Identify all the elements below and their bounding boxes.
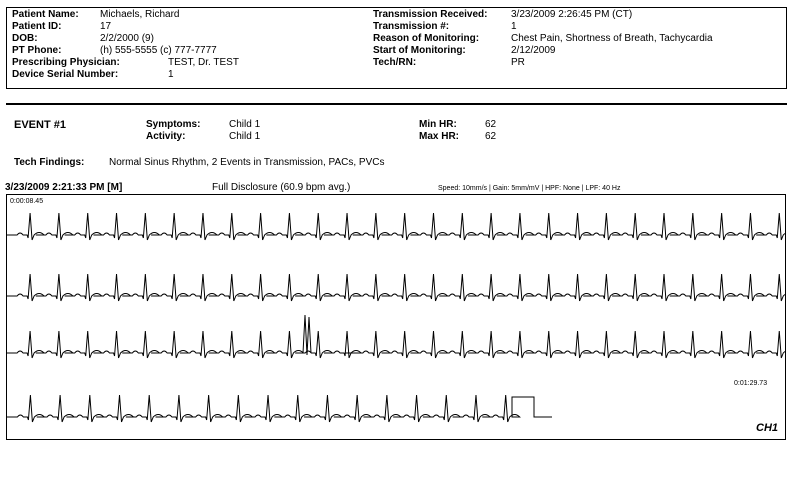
ecg-row-3	[7, 331, 785, 358]
reason-label: Reason of Monitoring:	[373, 33, 480, 44]
event-title: EVENT #1	[14, 119, 66, 131]
patient-id: 17	[100, 21, 112, 32]
max-hr: 62	[485, 131, 497, 142]
ecg-strip	[6, 194, 786, 440]
start-label: Start of Monitoring:	[373, 45, 466, 56]
received-label: Transmission Received:	[373, 9, 488, 20]
phone: (h) 555-5555 (c) 777-7777	[100, 45, 217, 56]
ecg-trace	[7, 195, 785, 439]
serial-label: Device Serial Number:	[12, 69, 119, 80]
phone-label: PT Phone:	[12, 45, 62, 56]
findings: Normal Sinus Rhythm, 2 Events in Transmission, PACs, PVCs	[109, 157, 385, 168]
dob: 2/2/2000 (9)	[100, 33, 154, 44]
patient-name: Michaels, Richard	[100, 9, 180, 20]
patient-name-label: Patient Name:	[12, 9, 79, 20]
ecg-row-1	[7, 213, 785, 240]
tech-label: Tech/RN:	[373, 57, 417, 68]
trans-num: 1	[511, 21, 517, 32]
tech: PR	[511, 57, 525, 68]
ecg-pvc-spike	[303, 315, 311, 355]
physician-label: Prescribing Physician:	[12, 57, 120, 68]
ecg-row-2	[7, 274, 785, 301]
received: 3/23/2009 2:26:45 PM (CT)	[511, 9, 633, 20]
start: 2/12/2009	[511, 45, 556, 56]
section-divider	[6, 103, 787, 105]
strip-timestamp: 3/23/2009 2:21:33 PM [M]	[5, 182, 123, 193]
ecg-row-4	[7, 395, 552, 422]
min-hr-label: Min HR:	[419, 119, 457, 130]
max-hr-label: Max HR:	[419, 131, 460, 142]
min-hr: 62	[485, 119, 497, 130]
dob-label: DOB:	[12, 33, 38, 44]
reason: Chest Pain, Shortness of Breath, Tachycardia	[511, 33, 713, 44]
strip-disclosure: Full Disclosure (60.9 bpm avg.)	[212, 182, 351, 193]
patient-id-label: Patient ID:	[12, 21, 62, 32]
findings-label: Tech Findings:	[14, 157, 85, 168]
channel-label: CH1	[756, 422, 779, 434]
physician: TEST, Dr. TEST	[168, 57, 239, 68]
serial: 1	[168, 69, 174, 80]
activity: Child 1	[229, 131, 261, 142]
strip-start-time: 0:00:08.45	[10, 198, 44, 205]
symptoms-label: Symptoms:	[146, 119, 201, 130]
symptoms: Child 1	[229, 119, 261, 130]
strip-params: Speed: 10mm/s | Gain: 5mm/mV | HPF: None | LPF: 40 Hz	[438, 185, 621, 192]
trans-num-label: Transmission #:	[373, 21, 450, 32]
activity-label: Activity:	[146, 131, 186, 142]
strip-end-time: 0:01:29.73	[734, 380, 768, 387]
